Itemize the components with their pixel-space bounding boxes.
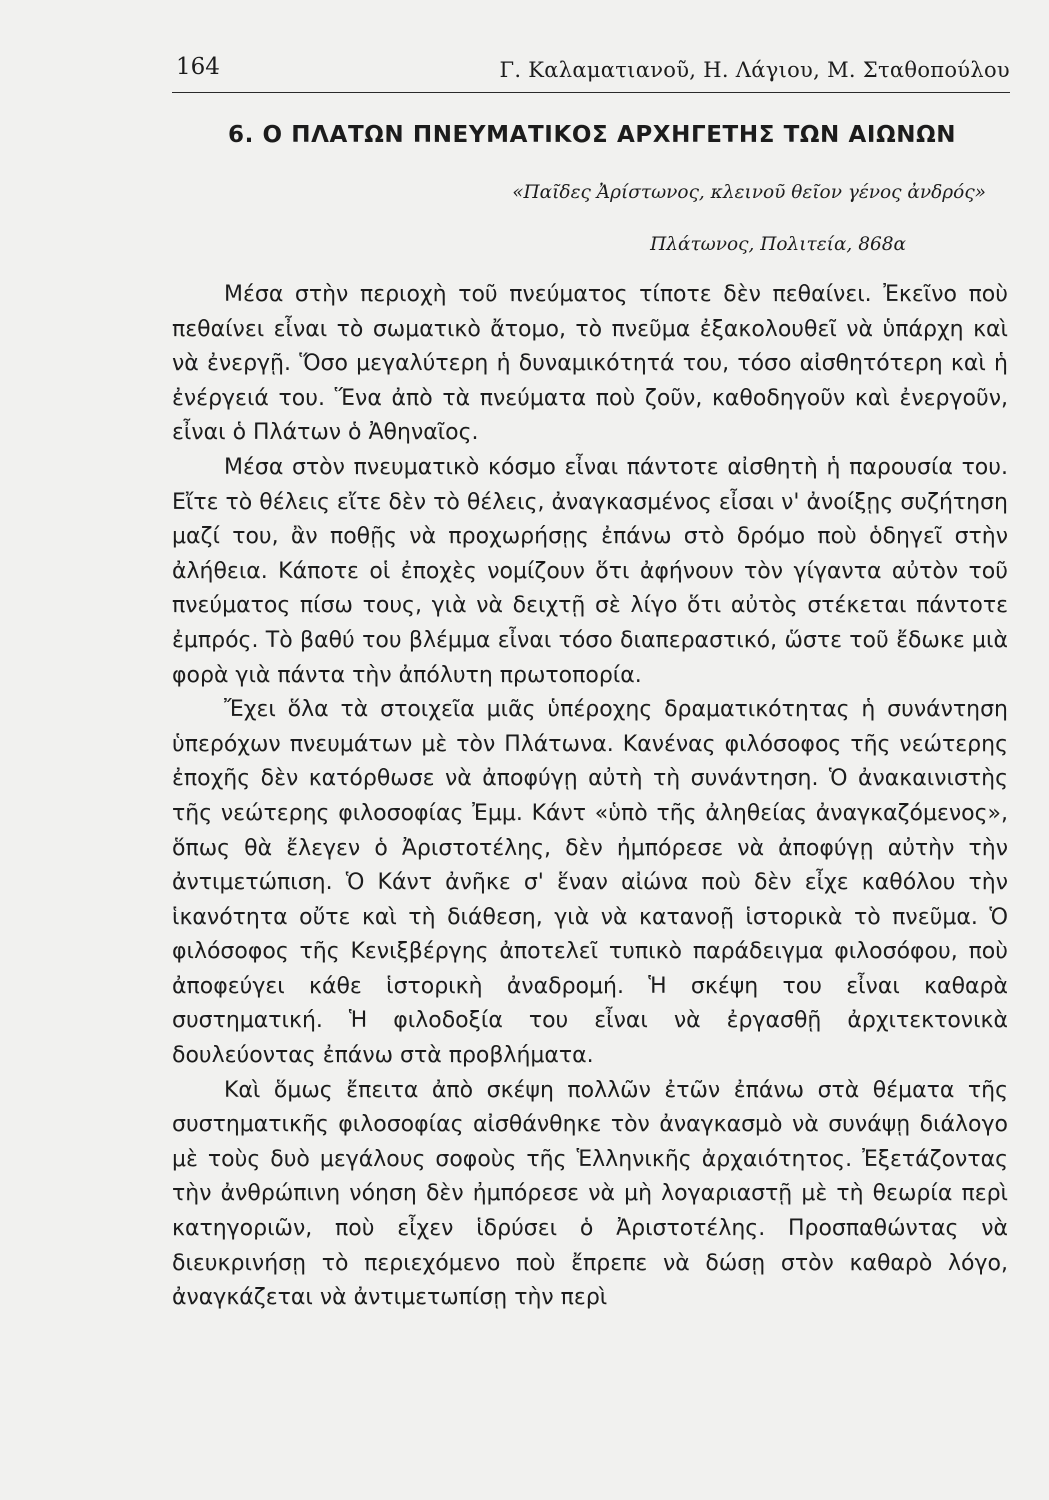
body-text — [172, 278, 1008, 1316]
paragraph: Μέσα στὴν περιοχὴ τοῦ πνεύματος τίποτε δὲν πεθαίνει. Ἐκεῖνο ποὺ πεθαίνει εἶναι τὸ σωματικὸ ἄτομο, τὸ πνεῦμα ἐξακολουθεῖ νὰ ὑπάρχη καὶ νὰ ἐνεργῇ. Ὅσο μεγαλύτερη ἡ δυναμικότητά του, τόσο αἰσθητότερη καὶ ἡ ἐνέργειά του. Ἕνα ἀπὸ τὰ πνεύματα ποὺ ζοῦν, καθοδηγοῦν καὶ ἐνεργοῦν, εἶναι ὁ Πλάτων ὁ Ἀθηναῖος. — [172, 282, 1008, 446]
page-number: 164 — [176, 54, 220, 80]
epigraph-quote: «Παῖδες Ἀρίστωνος, κλεινοῦ θεῖον γένος ἀνδρός» — [512, 182, 986, 203]
running-head-authors: Γ. Καλαματιανοῦ, Η. Λάγιου, Μ. Σταθοπούλου — [499, 58, 1010, 82]
epigraph-source: Πλάτωνος, Πολιτεία, 868α — [650, 234, 906, 255]
paragraph: Μέσα στὸν πνευματικὸ κόσμο εἶναι πάντοτε αἰσθητὴ ἡ παρουσία του. Εἴτε τὸ θέλεις εἴτε δὲν τὸ θέλεις, ἀναγκασμένος εἶσαι ν' ἀνοίξῃς συζήτηση μαζί του, ἂν ποθῇς νὰ προχωρήσῃς ἐπάνω στὸ δρόμο ποὺ ὁδηγεῖ στὴν ἀλήθεια. Κάποτε οἱ ἐποχὲς νομίζουν ὅτι ἀφήνουν τὸν γίγαντα αὐτὸν τοῦ πνεύματος πίσω τους, γιὰ νὰ δειχτῇ σὲ λίγο ὅτι αὐτὸς στέκεται πάντοτε ἐμπρός. Τὸ βαθύ του βλέμμα εἶναι τόσο διαπεραστικό, ὥστε τοῦ ἔδωκε μιὰ φορὰ γιὰ πάντα τὴν ἀπόλυτη πρωτοπορία. — [172, 454, 1008, 688]
running-head — [172, 52, 1010, 93]
section-title: 6. Ο ΠΛΑΤΩΝ ΠΝΕΥΜΑΤΙΚΟΣ ΑΡΧΗΓΕΤΗΣ ΤΩΝ ΑΙΩΝΩΝ — [228, 122, 957, 148]
paragraph: Ἔχει ὅλα τὰ στοιχεῖα μιᾶς ὑπέροχης δραματικότητας ἡ συνάντηση ὑπερόχων πνευμάτων μὲ τὸν Πλάτωνα. Κανένας φιλόσοφος τῆς νεώτερης ἐποχῆς δὲν κατόρθωσε νὰ ἀποφύγῃ αὐτὴ τὴ συνάντηση. Ὁ ἀνακαινιστὴς τῆς νεώτερης φιλοσοφίας Ἐμμ. Κάντ «ὑπὸ τῆς ἀληθείας ἀναγκαζόμενος», ὅπως θὰ ἔλεγεν ὁ Ἀριστοτέλης, δὲν ἠμπόρεσε νὰ ἀποφύγῃ αὐτὴν τὴν ἀντιμετώπιση. Ὁ Κάντ ἀνῆκε σ' ἕναν αἰώνα ποὺ δὲν εἶχε καθόλου τὴν ἱκανότητα οὔτε καὶ τὴ διάθεση, γιὰ νὰ κατανοῇ ἱστορικὰ τὸ πνεῦμα. Ὁ φιλόσοφος τῆς Κενιξβέργης ἀποτελεῖ τυπικὸ παράδειγμα φιλοσόφου, ποὺ ἀποφεύγει κάθε ἱστορικὴ ἀναδρομή. Ἡ σκέψη του εἶναι καθαρὰ συστηματική. Ἡ φιλοδοξία του εἶναι νὰ ἐργασθῇ ἀρχιτεκτονικὰ δουλεύοντας ἐπάνω στὰ προβλήματα. — [172, 697, 1008, 1069]
paragraph: Καὶ ὅμως ἔπειτα ἀπὸ σκέψη πολλῶν ἐτῶν ἐπάνω στὰ θέματα τῆς συστηματικῆς φιλοσοφίας αἰσθάνθηκε τὸν ἀναγκασμὸ νὰ συνάψῃ διάλογο μὲ τοὺς δυὸ μεγάλους σοφοὺς τῆς Ἑλληνικῆς ἀρχαιότητος. Ἐξετάζοντας τὴν ἀνθρώπινη νόηση δὲν ἠμπόρεσε νὰ μὴ λογαριαστῇ μὲ τὴ θεωρία περὶ κατηγοριῶν, ποὺ εἶχεν ἱδρύσει ὁ Ἀριστοτέλης. Προσπαθώντας νὰ διευκρινήσῃ τὸ περιεχόμενο ποὺ ἔπρεπε νὰ δώσῃ στὸν καθαρὸ λόγο, ἀναγκάζεται νὰ ἀντιμετωπίσῃ τὴν περὶ — [172, 1077, 1008, 1311]
